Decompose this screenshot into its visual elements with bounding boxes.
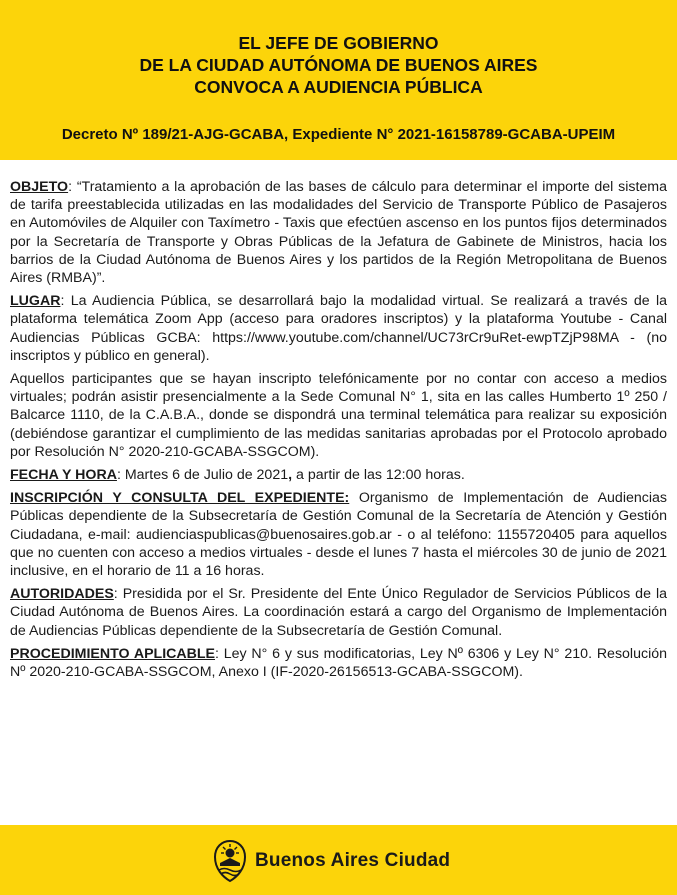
section-autoridades <box>10 585 667 640</box>
youtube-link[interactable]: https://www.youtube.com/channel/UC73rCr9uRet-ewpTZjP98MA <box>212 329 619 346</box>
lugar-label: LUGAR <box>10 293 61 310</box>
fecha-text-after: a partir de las 12:00 horas. <box>292 467 465 484</box>
section-objeto <box>10 178 667 287</box>
autoridades-text: : Presidida por el Sr. Presidente del Ente Único Regulador de Servicios Públicos de la Ciudad Autónoma de Buenos Aires. La coordinación estará a cargo del Organismo de Implementación de Audiencias Públicas dependiente de la Subsecretaría de Gestión Comunal. <box>10 586 667 639</box>
procedimiento-text: : Ley N° 6 y sus modificatorias, Ley Nº 6306 y Ley N° 210. Resolución Nº 2020-210-GCABA-SSGCOM, Anexo I (IF-2020-26156513-GCABA-SSGCOM). <box>10 645 668 681</box>
lugar-after: - (no inscriptos y público en general). <box>10 329 667 364</box>
title-line-3: CONVOCA A AUDIENCIA PÚBLICA <box>194 77 483 97</box>
lugar-text: : La Audiencia Pública, se desarrollará bajo la modalidad virtual. Se realizará a través de la plataforma telemática Zoom App (acceso para oradores inscriptos) y la plataforma Youtube - Canal Audiencias Públicas GCBA: <box>10 293 667 346</box>
notice-body <box>10 178 667 686</box>
inscripcion-label: INSCRIPCIÓN Y CONSULTA DEL EXPEDIENTE: <box>10 490 350 507</box>
section-procedimiento <box>10 645 667 681</box>
section-presencial <box>10 370 667 461</box>
fecha-comma: , <box>288 467 293 484</box>
inscripcion-text: Organismo de Implementación de Audiencias Públicas dependiente de la Subsecretaría de Gestión Comunal de la Secretaría de Atención y Gestión Ciudadana, e-mail: audienciaspublicas@buenosaires.gob.ar - o al teléfono: 1155720405 para aquellos que no cuenten con acceso a medios virtuales - desde el lunes 7 hasta el miércoles 30 de junio de 2021 inclusive, en el horario de 11 a 16 horas. <box>10 490 667 580</box>
presencial-text: Aquellos participantes que se hayan inscripto telefónicamente por no contar con acceso a medios virtuales; podrán asistir presencialmente a la Sede Comunal N° 1, sita en las calles Humberto 1º 250 / Balcarce 1110, de la C.A.B.A., donde se dispondrá una terminal telemática para realizar su exposición (debiéndose garantizar el cumplimiento de las medidas sanitarias aprobadas por el Protocolo aprobado por Resolución N° 2020-210-GCABA-SSGCOM). <box>10 371 667 460</box>
procedimiento-label: PROCEDIMIENTO APLICABLE <box>10 645 216 662</box>
fecha-text-before: : Martes 6 de Julio de 2021 <box>116 467 289 484</box>
city-emblem-icon <box>213 839 247 883</box>
decree-line: Decreto Nº 189/21-AJG-GCABA, Expediente N° 2021-16158789-GCABA-UPEIM <box>61 126 616 143</box>
section-lugar <box>10 292 667 365</box>
section-inscripcion <box>10 489 667 580</box>
city-logo <box>213 838 450 884</box>
objeto-label: OBJETO <box>10 179 69 195</box>
autoridades-label: AUTORIDADES <box>10 586 114 603</box>
section-fecha <box>10 466 667 484</box>
objeto-text: : “Tratamiento a la aprobación de las bases de cálculo para determinar el importe del sistema de tarifa preestablecida utilizadas en las modalidades del Servicio de Transporte Público de Pasajeros en Automóviles de Alquiler con Taxímetro - Taxis que efectúen ascenso en los puntos fijos determinados por la Secretaría de Transporte y Obras Públicas de la Jefatura de Gabinete de Ministros, hacia los barrios de la Ciudad Autónoma de Buenos Aires y los partidos de la Región Metropolitana de Buenos Aires (RMBA)”. <box>10 179 667 287</box>
title-line-2: DE LA CIUDAD AUTÓNOMA DE BUENOS AIRES <box>139 55 538 75</box>
fecha-label: FECHA Y HORA <box>10 467 117 484</box>
page-title <box>0 32 677 98</box>
logo-text: Buenos Aires Ciudad <box>255 850 451 871</box>
title-line-1: EL JEFE DE GOBIERNO <box>238 33 439 53</box>
